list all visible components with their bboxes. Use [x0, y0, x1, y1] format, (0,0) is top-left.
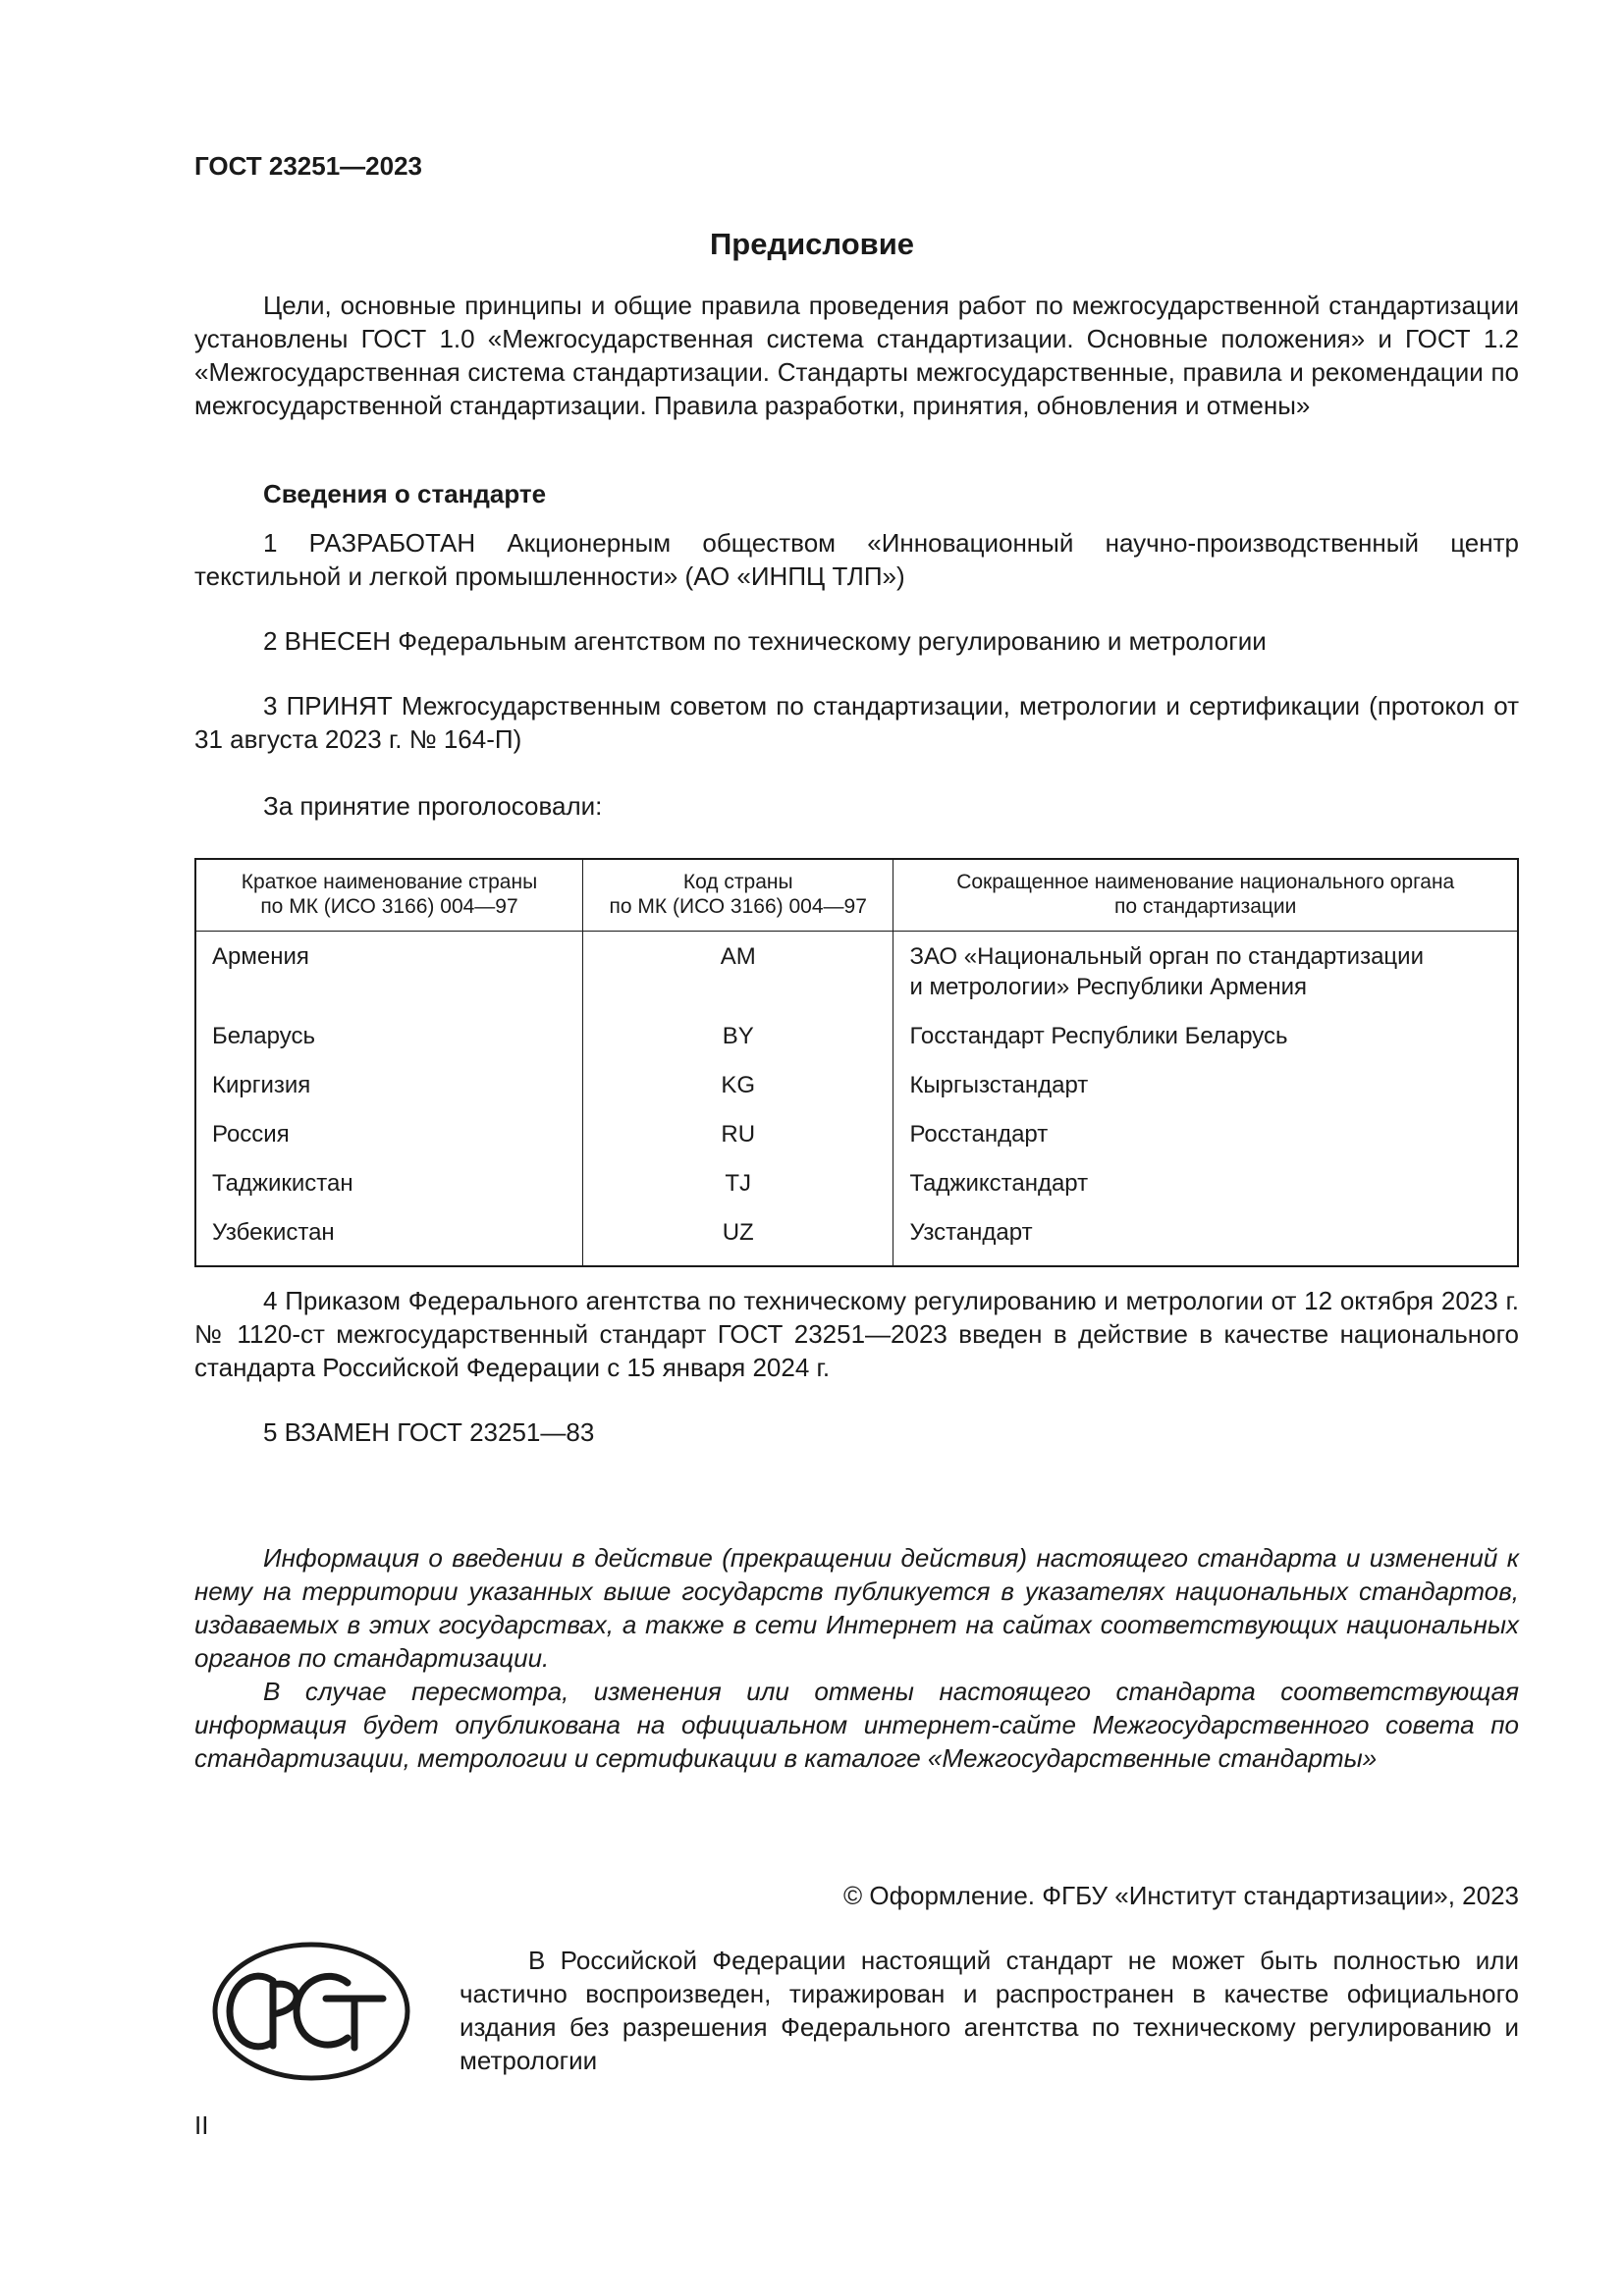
body-cell: Госстандарт Республики Беларусь — [893, 1020, 1518, 1069]
reproduction-rights-notice: В Российской Федерации настоящий стандарт не может быть полностью или частично воспроизведен, тиражирован и распространен в качестве официального издания без разрешения Федерального агентства по техническому регулированию и метрологии — [460, 1946, 1519, 2075]
country-cell: Узбекистан — [195, 1216, 582, 1266]
table-row — [195, 1167, 1518, 1216]
table-row — [195, 1118, 1518, 1167]
code-cell: UZ — [582, 1216, 893, 1266]
info-item-2: 2 ВНЕСЕН Федеральным агентством по техническому регулированию и метрологии — [263, 626, 1267, 656]
info-item-3: 3 ПРИНЯТ Межгосударственным советом по стандартизации, метрологии и сертификации (протокол от 31 августа 2023 г. № 164-П) — [194, 691, 1519, 754]
code-cell: BY — [582, 1020, 893, 1069]
info-item-5: 5 ВЗАМЕН ГОСТ 23251—83 — [263, 1417, 595, 1447]
publication-info — [194, 1541, 1519, 1775]
country-cell: Беларусь — [195, 1020, 582, 1069]
code-cell: KG — [582, 1069, 893, 1118]
body-cell: Кыргызстандарт — [893, 1069, 1518, 1118]
intro-paragraph: Цели, основные принципы и общие правила проведения работ по межгосударственной стандартизации установлены ГОСТ 1.0 «Межгосударственная система стандартизации. Основные положения» и ГОСТ 1.2 «Межгосударственная система стандартизации. Стандарты межгосударственные, правила и рекомендации по межгосударственной стандартизации. Правила разработки, принятия, обновления и отмены» — [194, 291, 1519, 420]
document-code: ГОСТ 23251—2023 — [194, 151, 422, 181]
table-row — [195, 1020, 1518, 1069]
body-cell: Узстандарт — [893, 1216, 1518, 1266]
page-title: Предисловие — [709, 227, 914, 261]
country-cell: Армения — [195, 932, 582, 1021]
info-item-4: 4 Приказом Федерального агентства по техническому регулированию и метрологии от 12 октября 2023 г. № 1120-ст межгосударственный стандарт ГОСТ 23251—2023 введен в действие в качестве национального стандарта Российской Федерации с 15 января 2024 г. — [194, 1286, 1519, 1382]
member-states-table — [194, 858, 1519, 1267]
table-row — [195, 1069, 1518, 1118]
table-header-country: Краткое наименование страны по МК (ИСО 3166) 004—97 — [195, 859, 582, 932]
table-row — [195, 932, 1518, 1021]
table-row — [195, 1216, 1518, 1266]
body-cell: Таджикстандарт — [893, 1167, 1518, 1216]
page-number: II — [194, 2110, 209, 2140]
country-cell: Таджикистан — [195, 1167, 582, 1216]
code-cell: AM — [582, 932, 893, 1021]
publication-info-paragraph: Информация о введении в действие (прекращении действия) настоящего стандарта и изменений к нему на территории указанных выше государств публикуется в указателях национальных стандартов, издаваемых в этих государствах, а также в сети Интернет на сайтах соответствующих национальных органов по стандартизации. — [194, 1543, 1519, 1673]
body-cell: Росстандарт — [893, 1118, 1518, 1167]
copyright-notice: © Оформление. ФГБУ «Институт стандартизации», 2023 — [843, 1881, 1519, 1910]
table-header-row — [195, 859, 1518, 932]
body-cell: ЗАО «Национальный орган по стандартизации и метрологии» Республики Армения — [893, 932, 1518, 1021]
table-header-body: Сокращенное наименование национального органа по стандартизации — [893, 859, 1518, 932]
table-header-code: Код страны по МК (ИСО 3166) 004—97 — [582, 859, 893, 932]
code-cell: TJ — [582, 1167, 893, 1216]
section-heading: Сведения о стандарте — [263, 479, 547, 508]
info-item-1: 1 РАЗРАБОТАН Акционерным обществом «Инновационный научно-производственный центр текстильной и легкой промышленности» (АО «ИНПЦ ТЛП») — [194, 528, 1519, 591]
rst-certification-logo-icon — [210, 1940, 412, 2083]
voted-label: За принятие проголосовали: — [263, 791, 603, 821]
country-cell: Россия — [195, 1118, 582, 1167]
publication-info-paragraph: В случае пересмотра, изменения или отмены настоящего стандарта соответствующая информация будет опубликована на официальном интернет-сайте Межгосударственного совета по стандартизации, метрологии и сертификации в каталоге «Межгосударственные стандарты» — [194, 1677, 1519, 1773]
country-cell: Киргизия — [195, 1069, 582, 1118]
code-cell: RU — [582, 1118, 893, 1167]
